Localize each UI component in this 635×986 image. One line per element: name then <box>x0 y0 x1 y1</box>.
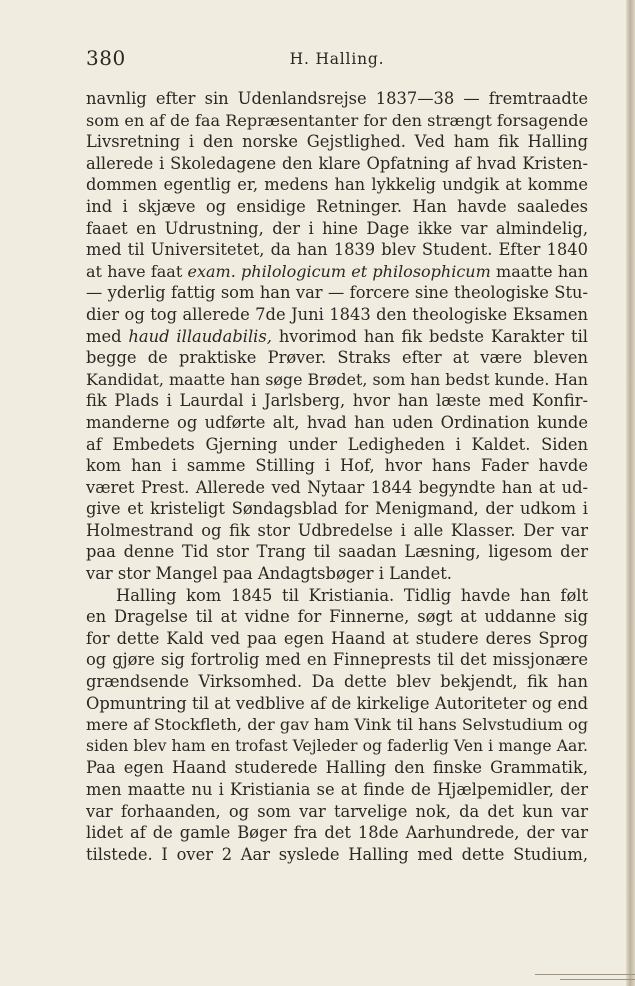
text-segment: med <box>86 326 129 346</box>
text-line: faaet en Udrustning, der i hine Dage ikke var almindelig, <box>86 218 588 238</box>
text-segment: at have faat <box>86 261 188 281</box>
text-line: fik Plads i Laurdal i Jarlsberg, hvor han læste med Konfir- <box>86 391 588 411</box>
text-line: Halling kom 1845 til Kristiania. Tidlig havde han følt <box>116 585 588 605</box>
text-line: paa denne Tid stor Trang til saadan Læsning, ligesom der <box>86 542 588 562</box>
text-line: siden blev ham en trofast Vejleder og faderlig Ven i mange Aar. <box>86 736 588 755</box>
text-line: ind i skjæve og ensidige Retninger. Han havde saaledes <box>86 196 588 216</box>
text-line: med til Universitetet, da han 1839 blev Student. Efter 1840 <box>86 240 588 260</box>
text-line: for dette Kald ved paa egen Haand at studere deres Sprog <box>86 628 588 648</box>
text-line: tilstede. I over 2 Aar syslede Halling med dette Studium, <box>86 844 588 864</box>
text-line: manderne og udførte alt, hvad han uden Ordination kunde <box>86 412 588 432</box>
page-number: 380 <box>86 46 126 70</box>
text-segment: maatte han <box>490 261 588 281</box>
text-line: Paa egen Haand studerede Halling den finske Grammatik, <box>86 758 588 778</box>
page-edge-line <box>535 974 635 975</box>
text-line: grændsende Virksomhed. Da dette blev bekjendt, fik han <box>86 672 588 692</box>
page-edge-line <box>560 979 635 980</box>
text-line: men maatte nu i Kristiania se at finde de Hjælpemidler, der <box>86 780 588 799</box>
text-line: dommen egentlig er, medens han lykkelig undgik at komme <box>86 175 588 195</box>
italic-phrase: haud illaudabilis, <box>128 326 272 346</box>
text-line: navnlig efter sin Udenlandsrejse 1837—38 — fremtraadte <box>86 89 588 108</box>
page-edge <box>626 0 635 986</box>
text-line: give et kristeligt Søndagsblad for Menigmand, der udkom i <box>86 499 588 519</box>
text-line: af Embedets Gjerning under Ledigheden i Kaldet. Siden <box>86 434 588 454</box>
text-line: begge de praktiske Prøver. Straks efter at være bleven <box>86 348 588 368</box>
text-line: været Prest. Allerede ved Nytaar 1844 begyndte han at ud- <box>86 477 588 497</box>
text-segment: hvorimod han fik bedste Karakter til <box>271 326 588 346</box>
text-line: som en af de faa Repræsentanter for den strængt forsagende <box>86 110 589 130</box>
text-line <box>86 261 588 283</box>
text-line: mere af Stockfleth, der gav ham Vink til hans Selvstudium og <box>86 715 588 735</box>
text-line: var stor Mangel paa Andagtsbøger i Landet. <box>86 564 452 584</box>
italic-phrase: exam. philologicum et philosophicum <box>187 261 491 281</box>
text-line: Livsretning i den norske Gejstlighed. Ved ham fik Halling <box>86 132 588 152</box>
page-header <box>86 46 588 72</box>
text-line: allerede i Skoledagene den klare Opfatning af hvad Kristen- <box>86 153 588 173</box>
text-line: dier og tog allerede 7de Juni 1843 den theologiske Eksamen <box>86 304 588 324</box>
text-line <box>86 326 588 348</box>
text-line: lidet af de gamle Bøger fra det 18de Aarhundrede, der var <box>86 823 588 843</box>
text-line: og gjøre sig fortrolig med en Finneprests til det missjonære <box>86 650 588 670</box>
text-line: Kandidat, maatte han søge Brødet, som han bedst kunde. Han <box>86 369 588 389</box>
text-line: kom han i samme Stilling i Hof, hvor hans Fader havde <box>86 456 588 476</box>
text-line: Holmestrand og fik stor Udbredelse i alle Klasser. Der var <box>86 520 588 540</box>
text-line: en Dragelse til at vidne for Finnerne, søgt at uddanne sig <box>86 607 588 627</box>
body-text <box>86 88 588 865</box>
text-line: var forhaanden, og som var tarvelige nok, da det kun var <box>86 801 588 821</box>
running-title: H. Halling. <box>289 50 385 68</box>
text-line: Opmuntring til at vedblive af de kirkelige Autoriteter og end <box>86 693 588 713</box>
text-line: — yderlig fattig som han var — forcere sine theologiske Stu- <box>86 283 588 303</box>
